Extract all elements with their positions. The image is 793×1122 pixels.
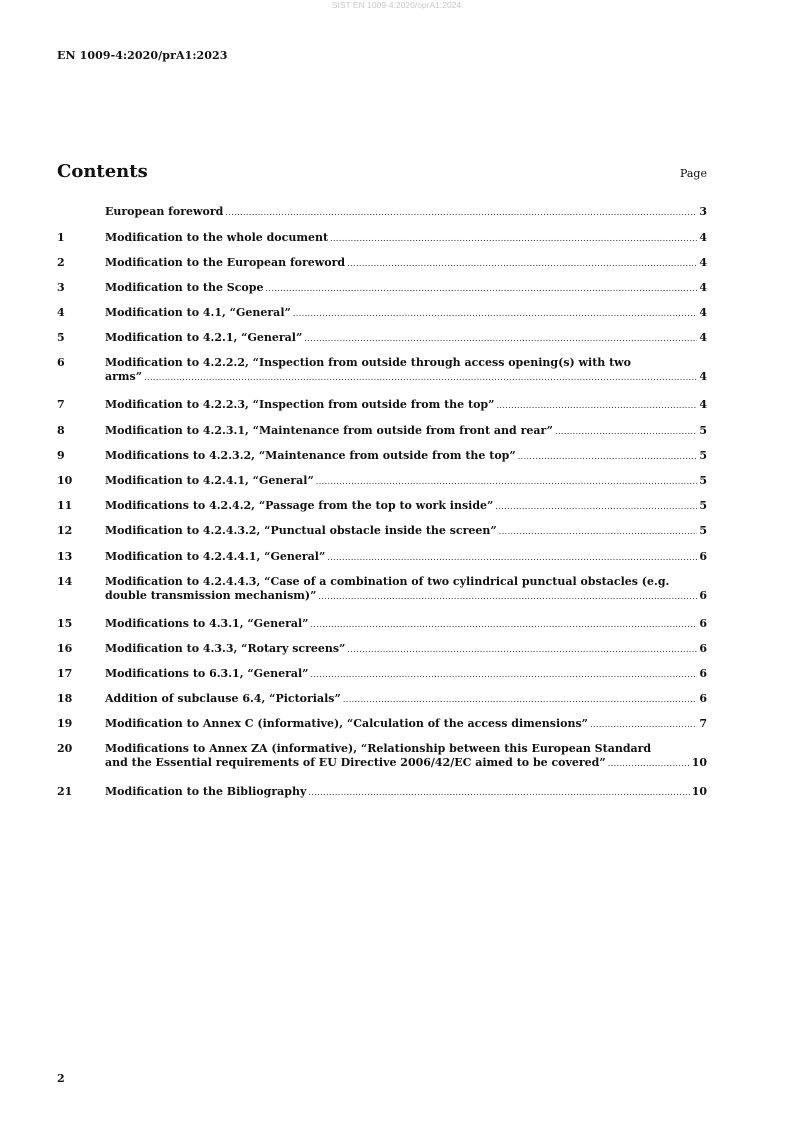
toc-number: 19 xyxy=(57,717,73,730)
toc-entry[interactable] xyxy=(57,231,707,246)
toc-page-number: 5 xyxy=(699,424,707,437)
dot-leader xyxy=(316,475,698,489)
toc-title: Modification to 4.2.1, “General” xyxy=(105,331,303,344)
toc-page-number: 5 xyxy=(699,474,707,487)
toc-entry[interactable] xyxy=(57,642,707,657)
toc-number: 20 xyxy=(57,742,73,755)
toc-title: European foreword xyxy=(105,205,224,218)
toc-entry[interactable] xyxy=(57,667,707,682)
toc-number: 9 xyxy=(57,449,65,462)
toc-title: Modification to the Scope xyxy=(105,281,264,294)
toc-entry[interactable] xyxy=(57,474,707,489)
toc-entry[interactable] xyxy=(57,256,707,271)
toc-number: 18 xyxy=(57,692,73,705)
toc-title: Modification to the Bibliography xyxy=(105,785,307,798)
toc-entry[interactable] xyxy=(57,617,707,632)
toc-number: 5 xyxy=(57,331,65,344)
toc-title: Modification to 4.1, “General” xyxy=(105,306,291,319)
dot-leader xyxy=(225,206,697,220)
dot-leader xyxy=(265,282,697,296)
toc-entry[interactable] xyxy=(57,717,707,732)
toc-entry[interactable] xyxy=(57,692,707,707)
dot-leader xyxy=(496,399,697,413)
dot-leader xyxy=(304,332,697,346)
toc-page-number: 4 xyxy=(699,231,707,244)
toc-number: 21 xyxy=(57,785,73,798)
dot-leader xyxy=(499,525,698,539)
dot-leader xyxy=(311,668,698,682)
toc-page-number: 3 xyxy=(699,205,707,218)
toc-number: 10 xyxy=(57,474,73,487)
toc-entry[interactable] xyxy=(57,331,707,346)
toc-entry[interactable] xyxy=(57,550,707,565)
dot-leader xyxy=(495,500,697,514)
toc-title-line: Modifications to Annex ZA (informative), “Relationship between this European Standard xyxy=(105,742,652,755)
document-id: EN 1009-4:2020/prA1:2023 xyxy=(57,49,228,62)
dot-leader xyxy=(590,718,697,732)
toc-page-number: 10 xyxy=(691,785,707,798)
toc-page-number: 6 xyxy=(699,642,707,655)
toc-number: 12 xyxy=(57,524,73,537)
dot-leader xyxy=(608,757,690,771)
toc-page-number: 10 xyxy=(691,756,707,769)
toc-number: 4 xyxy=(57,306,65,319)
toc-entry[interactable] xyxy=(57,424,707,439)
toc-entry[interactable] xyxy=(57,398,707,413)
toc-page-number: 4 xyxy=(699,281,707,294)
toc-title: Modifications to 4.2.3.2, “Maintenance from outside from the top” xyxy=(105,449,516,462)
dot-leader xyxy=(555,425,697,439)
toc-title: and the Essential requirements of EU Directive 2006/42/EC aimed to be covered” xyxy=(105,756,606,769)
toc-page-number: 7 xyxy=(699,717,707,730)
toc-page-number: 4 xyxy=(699,331,707,344)
contents-title: Contents xyxy=(57,161,148,182)
toc-number: 6 xyxy=(57,356,65,369)
toc-number: 8 xyxy=(57,424,65,437)
toc-entry[interactable] xyxy=(57,575,707,604)
dot-leader xyxy=(347,257,697,271)
toc-page-number: 4 xyxy=(699,306,707,319)
toc-title: arms” xyxy=(105,370,143,383)
toc-title-line: Modification to 4.2.4.4.3, “Case of a combination of two cylindrical punctual obstacles (e.g. xyxy=(105,575,670,588)
toc-title: Modifications to 4.2.4.2, “Passage from the top to work inside” xyxy=(105,499,494,512)
toc-entry[interactable] xyxy=(57,449,707,464)
toc-page-number: 5 xyxy=(699,499,707,512)
toc-title: Modification to Annex C (informative), “Calculation of the access dimensions” xyxy=(105,717,588,730)
toc-number: 7 xyxy=(57,398,65,411)
toc-entry[interactable] xyxy=(57,356,707,385)
toc-title: Modification to 4.2.4.3.2, “Punctual obstacle inside the screen” xyxy=(105,524,497,537)
toc-number: 16 xyxy=(57,642,73,655)
toc-number: 14 xyxy=(57,575,73,588)
toc-page-number: 4 xyxy=(699,370,707,383)
toc-page-number: 6 xyxy=(699,692,707,705)
toc-title: Modifications to 4.3.1, “General” xyxy=(105,617,309,630)
toc-title: Modification to 4.3.3, “Rotary screens” xyxy=(105,642,346,655)
toc-title: Modification to the whole document xyxy=(105,231,329,244)
toc-number: 2 xyxy=(57,256,65,269)
toc-entry[interactable] xyxy=(57,281,707,296)
toc-page-number: 5 xyxy=(699,449,707,462)
toc-title: Modification to 4.2.2.3, “Inspection from outside from the top” xyxy=(105,398,495,411)
toc-title: Addition of subclause 6.4, “Pictorials” xyxy=(105,692,341,705)
dot-leader xyxy=(327,551,697,565)
toc-page-number: 4 xyxy=(699,398,707,411)
dot-leader xyxy=(343,693,698,707)
page-column-label: Page xyxy=(679,167,707,180)
toc-title: double transmission mechanism)” xyxy=(105,589,317,602)
page-number: 2 xyxy=(57,1072,65,1085)
toc-number: 17 xyxy=(57,667,73,680)
watermark: SIST EN 1009-4:2020/oprA1:2024 xyxy=(331,0,462,10)
toc-entry[interactable] xyxy=(57,524,707,539)
toc-entry[interactable] xyxy=(57,742,707,771)
toc-page-number: 6 xyxy=(699,550,707,563)
toc-number: 13 xyxy=(57,550,73,563)
toc-entry[interactable] xyxy=(57,306,707,321)
toc-title: Modification to 4.2.3.1, “Maintenance from outside from front and rear” xyxy=(105,424,554,437)
toc-number: 3 xyxy=(57,281,65,294)
dot-leader xyxy=(293,307,698,321)
toc-entry[interactable] xyxy=(57,499,707,514)
dot-leader xyxy=(347,643,697,657)
toc-number: 11 xyxy=(57,499,73,512)
toc-title-line: Modification to 4.2.2.2, “Inspection from outside through access opening(s) with two xyxy=(105,356,631,369)
toc-page-number: 4 xyxy=(699,256,707,269)
toc-title: Modification to 4.2.4.4.1, “General” xyxy=(105,550,326,563)
toc-entry[interactable] xyxy=(57,785,707,800)
toc-entry[interactable] xyxy=(57,205,707,220)
toc-number: 15 xyxy=(57,617,73,630)
dot-leader xyxy=(308,786,689,800)
contents-heading xyxy=(57,161,707,185)
dot-leader xyxy=(518,450,698,464)
dot-leader xyxy=(311,618,698,632)
dot-leader xyxy=(318,590,697,604)
toc-title: Modifications to 6.3.1, “General” xyxy=(105,667,309,680)
dot-leader xyxy=(144,371,697,385)
dot-leader xyxy=(330,232,697,246)
toc-title: Modification to 4.2.4.1, “General” xyxy=(105,474,314,487)
toc-page-number: 6 xyxy=(699,589,707,602)
toc-page-number: 6 xyxy=(699,667,707,680)
toc-title: Modification to the European foreword xyxy=(105,256,346,269)
toc-number: 1 xyxy=(57,231,65,244)
toc-page-number: 6 xyxy=(699,617,707,630)
toc-page-number: 5 xyxy=(699,524,707,537)
